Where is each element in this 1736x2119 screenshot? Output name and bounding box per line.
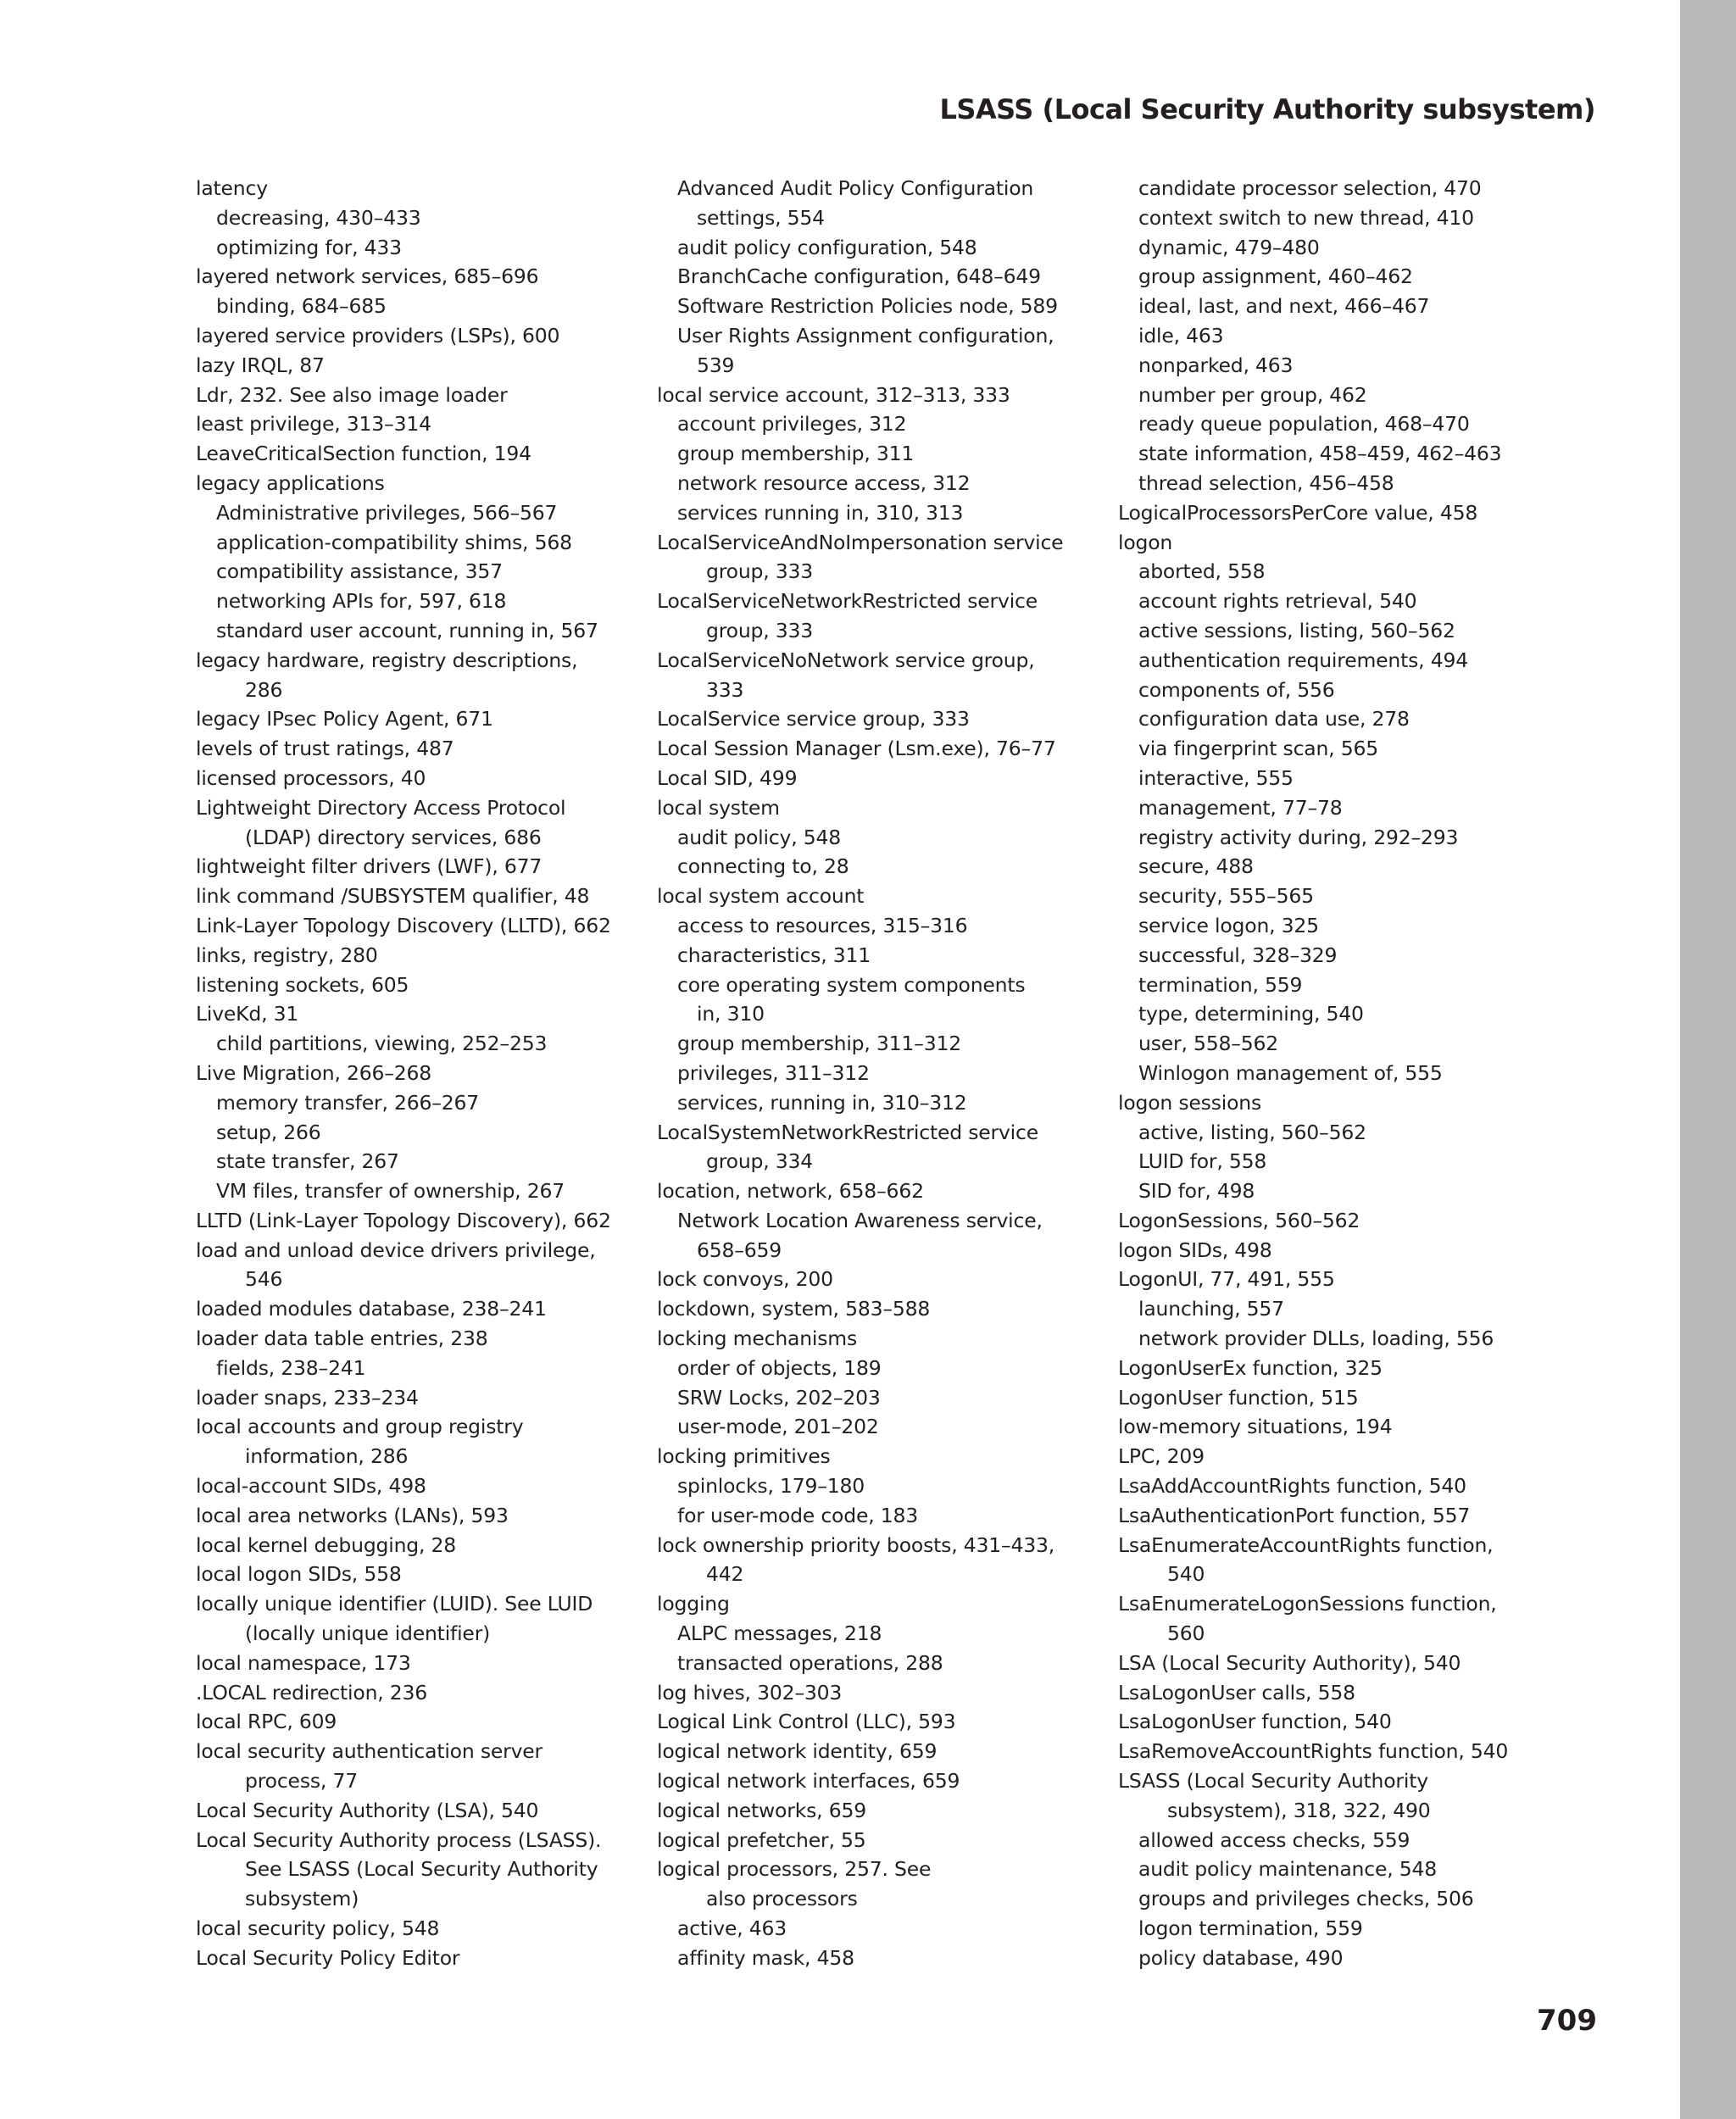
index-entry: network provider DLLs, loading, 556: [1138, 1326, 1494, 1351]
running-head: LSASS (Local Security Authority subsystem): [939, 93, 1595, 125]
index-entry: LsaAddAccountRights function, 540: [1118, 1474, 1466, 1499]
index-entry: logon SIDs, 498: [1118, 1237, 1272, 1262]
index-entry: low-memory situations, 194: [1118, 1415, 1393, 1439]
index-entry: service logon, 325: [1138, 913, 1319, 937]
index-entry: idle, 463: [1138, 323, 1224, 348]
index-entry: transacted operations, 288: [677, 1650, 943, 1675]
index-entry: Advanced Audit Policy Configuration: [677, 176, 1034, 200]
index-entry: logon termination, 559: [1138, 1916, 1363, 1941]
index-entry: subsystem), 318, 322, 490: [1167, 1798, 1431, 1822]
index-entry: Administrative privileges, 566–567: [216, 500, 558, 525]
index-entry: logical network identity, 659: [657, 1739, 938, 1764]
index-entry: Network Location Awareness service,: [677, 1208, 1043, 1232]
index-entry: logical prefetcher, 55: [657, 1827, 866, 1852]
index-entry: Live Migration, 266–268: [196, 1060, 432, 1085]
index-entry: User Rights Assignment configuration,: [677, 323, 1054, 348]
index-entry: load and unload device drivers privilege,: [196, 1237, 596, 1262]
index-entry: LocalSystemNetworkRestricted service: [657, 1120, 1038, 1144]
index-entry: launching, 557: [1138, 1297, 1284, 1321]
index-column-2: [657, 174, 1115, 1973]
index-entry: local service account, 312–313, 333: [657, 382, 1010, 407]
index-entry: via fingerprint scan, 565: [1138, 737, 1378, 761]
index-entry: network resource access, 312: [677, 470, 971, 495]
index-entry: LsaEnumerateLogonSessions function,: [1118, 1592, 1497, 1616]
index-entry: in, 310: [697, 1002, 765, 1026]
index-entry: LogonUI, 77, 491, 555: [1118, 1267, 1335, 1292]
index-entry: legacy applications: [196, 470, 385, 495]
index-entry: registry activity during, 292–293: [1138, 825, 1459, 849]
index-entry: affinity mask, 458: [677, 1945, 854, 1970]
index-entry: security, 555–565: [1138, 884, 1314, 909]
index-entry: lightweight filter drivers (LWF), 677: [196, 854, 542, 879]
index-entry: local accounts and group registry: [196, 1415, 524, 1439]
index-entry: binding, 684–685: [216, 294, 387, 319]
index-entry: licensed processors, 40: [196, 765, 426, 790]
index-entry: location, network, 658–662: [657, 1179, 924, 1204]
index-entry: user-mode, 201–202: [677, 1415, 879, 1439]
index-entry: state information, 458–459, 462–463: [1138, 442, 1502, 466]
index-entry: local area networks (LANs), 593: [196, 1503, 509, 1527]
index-entry: secure, 488: [1138, 854, 1254, 879]
index-entry: Software Restriction Policies node, 589: [677, 294, 1058, 319]
index-entry: group, 333: [706, 618, 814, 642]
index-entry: settings, 554: [697, 205, 825, 230]
index-entry: 333: [706, 677, 744, 702]
index-entry: locking primitives: [657, 1444, 831, 1469]
index-entry: LocalService service group, 333: [657, 707, 970, 731]
index-entry: See LSASS (Local Security Authority: [245, 1857, 598, 1882]
index-entry: group membership, 311: [677, 442, 915, 466]
index-entry: context switch to new thread, 410: [1138, 205, 1474, 230]
index-entry: allowed access checks, 559: [1138, 1827, 1410, 1852]
index-entry: account privileges, 312: [677, 412, 907, 437]
index-entry: (LDAP) directory services, 686: [245, 825, 542, 849]
index-entry: SID for, 498: [1138, 1179, 1255, 1204]
index-entry: services, running in, 310–312: [677, 1090, 967, 1115]
index-entry: loader data table entries, 238: [196, 1326, 488, 1351]
index-entry: thread selection, 456–458: [1138, 470, 1394, 495]
index-entry: local RPC, 609: [196, 1710, 337, 1734]
index-entry: LogicalProcessorsPerCore value, 458: [1118, 500, 1478, 525]
index-entry: Lightweight Directory Access Protocol: [196, 795, 566, 820]
index-entry: Local Session Manager (Lsm.exe), 76–77: [657, 737, 1056, 761]
index-entry: local security policy, 548: [196, 1916, 440, 1941]
index-entry: LsaLogonUser calls, 558: [1118, 1680, 1355, 1705]
index-entry: local system account: [657, 884, 865, 909]
index-entry: LPC, 209: [1118, 1444, 1205, 1469]
index-entry: BranchCache configuration, 648–649: [677, 264, 1041, 289]
index-entry: aborted, 558: [1138, 559, 1266, 584]
index-entry: termination, 559: [1138, 972, 1303, 997]
index-entry: services running in, 310, 313: [677, 500, 964, 525]
index-entry: Ldr, 232. See also image loader: [196, 382, 508, 407]
index-entry: logical network interfaces, 659: [657, 1769, 960, 1794]
index-entry: for user-mode code, 183: [677, 1503, 918, 1527]
index-entry: active sessions, listing, 560–562: [1138, 618, 1455, 642]
index-entry: LSASS (Local Security Authority: [1118, 1769, 1428, 1794]
index-entry: group membership, 311–312: [677, 1032, 961, 1056]
index-entry: nonparked, 463: [1138, 353, 1294, 377]
index-entry: memory transfer, 266–267: [216, 1090, 480, 1115]
index-entry: access to resources, 315–316: [677, 913, 968, 937]
index-entry: connecting to, 28: [677, 854, 849, 879]
index-entry: logon: [1118, 530, 1173, 554]
index-entry: logging: [657, 1592, 730, 1616]
index-entry: Logical Link Control (LLC), 593: [657, 1710, 956, 1734]
index-entry: setup, 266: [216, 1120, 321, 1144]
index-entry: local namespace, 173: [196, 1650, 411, 1675]
index-entry: layered network services, 685–696: [196, 264, 539, 289]
index-entry: 658–659: [697, 1237, 782, 1262]
index-entry: (locally unique identifier): [245, 1621, 491, 1646]
index-entry: 286: [245, 677, 283, 702]
index-entry: locking mechanisms: [657, 1326, 858, 1351]
index-entry: LsaEnumerateAccountRights function,: [1118, 1532, 1494, 1557]
index-entry: LsaAuthenticationPort function, 557: [1118, 1503, 1471, 1527]
page-number: 709: [1537, 2004, 1597, 2038]
index-column-1: [196, 174, 654, 1973]
index-entry: least privilege, 313–314: [196, 412, 431, 437]
index-entry: lazy IRQL, 87: [196, 353, 325, 377]
index-entry: interactive, 555: [1138, 765, 1294, 790]
index-entry: link command /SUBSYSTEM qualifier, 48: [196, 884, 590, 909]
index-entry: .LOCAL redirection, 236: [196, 1680, 428, 1705]
index-entry: 546: [245, 1267, 283, 1292]
index-entry: Local SID, 499: [657, 765, 798, 790]
index-entry: decreasing, 430–433: [216, 205, 421, 230]
index-entry: LLTD (Link-Layer Topology Discovery), 662: [196, 1208, 611, 1232]
index-entry: components of, 556: [1138, 677, 1335, 702]
index-entry: Local Security Authority process (LSASS).: [196, 1827, 602, 1852]
index-entry: logical networks, 659: [657, 1798, 866, 1822]
index-entry: information, 286: [245, 1444, 409, 1469]
index-entry: layered service providers (LSPs), 600: [196, 323, 560, 348]
index-entry: LeaveCriticalSection function, 194: [196, 442, 531, 466]
index-entry: child partitions, viewing, 252–253: [216, 1032, 548, 1056]
index-entry: listening sockets, 605: [196, 972, 409, 997]
index-entry: LsaLogonUser function, 540: [1118, 1710, 1392, 1734]
index-entry: levels of trust ratings, 487: [196, 737, 454, 761]
index-entry: ALPC messages, 218: [677, 1621, 882, 1646]
index-entry: compatibility assistance, 357: [216, 559, 503, 584]
index-entry: LsaRemoveAccountRights function, 540: [1118, 1739, 1509, 1764]
index-entry: order of objects, 189: [677, 1355, 882, 1380]
index-entry: Local Security Policy Editor: [196, 1945, 460, 1970]
index-entry: core operating system components: [677, 972, 1026, 997]
index-entry: application-compatibility shims, 568: [216, 530, 572, 554]
index-entry: lock convoys, 200: [657, 1267, 833, 1292]
index-entry: state transfer, 267: [216, 1149, 399, 1174]
index-entry: local security authentication server: [196, 1739, 543, 1764]
index-entry: policy database, 490: [1138, 1945, 1344, 1970]
index-entry: lockdown, system, 583–588: [657, 1297, 931, 1321]
index-column-3: [1118, 174, 1576, 1973]
index-entry: type, determining, 540: [1138, 1002, 1364, 1026]
index-entry: fields, 238–241: [216, 1355, 366, 1380]
index-entry: spinlocks, 179–180: [677, 1474, 865, 1499]
index-entry: characteristics, 311: [677, 943, 871, 967]
index-entry: authentication requirements, 494: [1138, 648, 1468, 672]
index-entry: candidate processor selection, 470: [1138, 176, 1482, 200]
index-entry: local logon SIDs, 558: [196, 1562, 402, 1587]
index-entry: LogonUserEx function, 325: [1118, 1355, 1383, 1380]
index-entry: logical processors, 257. See: [657, 1857, 932, 1882]
index-entry: LogonSessions, 560–562: [1118, 1208, 1360, 1232]
index-entry: active, listing, 560–562: [1138, 1120, 1366, 1144]
index-entry: local kernel debugging, 28: [196, 1532, 457, 1557]
index-entry: latency: [196, 176, 268, 200]
index-entry: ready queue population, 468–470: [1138, 412, 1470, 437]
index-entry: standard user account, running in, 567: [216, 618, 598, 642]
index-entry: number per group, 462: [1138, 382, 1367, 407]
index-entry: group, 333: [706, 559, 814, 584]
index-entry: LogonUser function, 515: [1118, 1385, 1359, 1410]
index-entry: dynamic, 479–480: [1138, 235, 1320, 259]
index-entry: LocalServiceNetworkRestricted service: [657, 589, 1038, 614]
index-entry: group, 334: [706, 1149, 814, 1174]
index-entry: user, 558–562: [1138, 1032, 1279, 1056]
index-entry: account rights retrieval, 540: [1138, 589, 1417, 614]
index-entry: links, registry, 280: [196, 943, 378, 967]
index-entry: Link-Layer Topology Discovery (LLTD), 662: [196, 913, 611, 937]
index-entry: subsystem): [245, 1887, 359, 1911]
index-entry: VM files, transfer of ownership, 267: [216, 1179, 565, 1204]
index-entry: loader snaps, 233–234: [196, 1385, 419, 1410]
index-entry: loaded modules database, 238–241: [196, 1297, 547, 1321]
index-entry: audit policy, 548: [677, 825, 841, 849]
index-entry: SRW Locks, 202–203: [677, 1385, 881, 1410]
index-entry: ideal, last, and next, 466–467: [1138, 294, 1430, 319]
index-entry: 539: [697, 353, 735, 377]
index-entry: privileges, 311–312: [677, 1060, 870, 1085]
index-entry: process, 77: [245, 1769, 358, 1794]
index-entry: 442: [706, 1562, 744, 1587]
index-entry: management, 77–78: [1138, 795, 1343, 820]
index-entry: LiveKd, 31: [196, 1002, 299, 1026]
page-edge-tab: [1680, 0, 1736, 2119]
index-entry: LSA (Local Security Authority), 540: [1118, 1650, 1461, 1675]
index-entry: LocalServiceNoNetwork service group,: [657, 648, 1035, 672]
index-entry: local-account SIDs, 498: [196, 1474, 426, 1499]
index-entry: audit policy configuration, 548: [677, 235, 977, 259]
index-entry: configuration data use, 278: [1138, 707, 1410, 731]
index-entry: active, 463: [677, 1916, 787, 1941]
index-entry: 540: [1167, 1562, 1205, 1587]
index-entry: Local Security Authority (LSA), 540: [196, 1798, 539, 1822]
index-entry: networking APIs for, 597, 618: [216, 589, 507, 614]
index-entry: audit policy maintenance, 548: [1138, 1857, 1438, 1882]
index-entry: log hives, 302–303: [657, 1680, 843, 1705]
index-entry: legacy IPsec Policy Agent, 671: [196, 707, 493, 731]
index-entry: LUID for, 558: [1138, 1149, 1267, 1174]
index-entry: locally unique identifier (LUID). See LUID: [196, 1592, 593, 1616]
index-entry: LocalServiceAndNoImpersonation service: [657, 530, 1064, 554]
index-entry: 560: [1167, 1621, 1205, 1646]
index-entry: Winlogon management of, 555: [1138, 1060, 1443, 1085]
index-entry: optimizing for, 433: [216, 235, 402, 259]
index-entry: groups and privileges checks, 506: [1138, 1887, 1474, 1911]
index-entry: logon sessions: [1118, 1090, 1261, 1115]
index-entry: group assignment, 460–462: [1138, 264, 1413, 289]
index-entry: local system: [657, 795, 780, 820]
index-entry: successful, 328–329: [1138, 943, 1338, 967]
index-entry: lock ownership priority boosts, 431–433,: [657, 1532, 1055, 1557]
index-entry: legacy hardware, registry descriptions,: [196, 648, 578, 672]
index-entry: also processors: [706, 1887, 858, 1911]
